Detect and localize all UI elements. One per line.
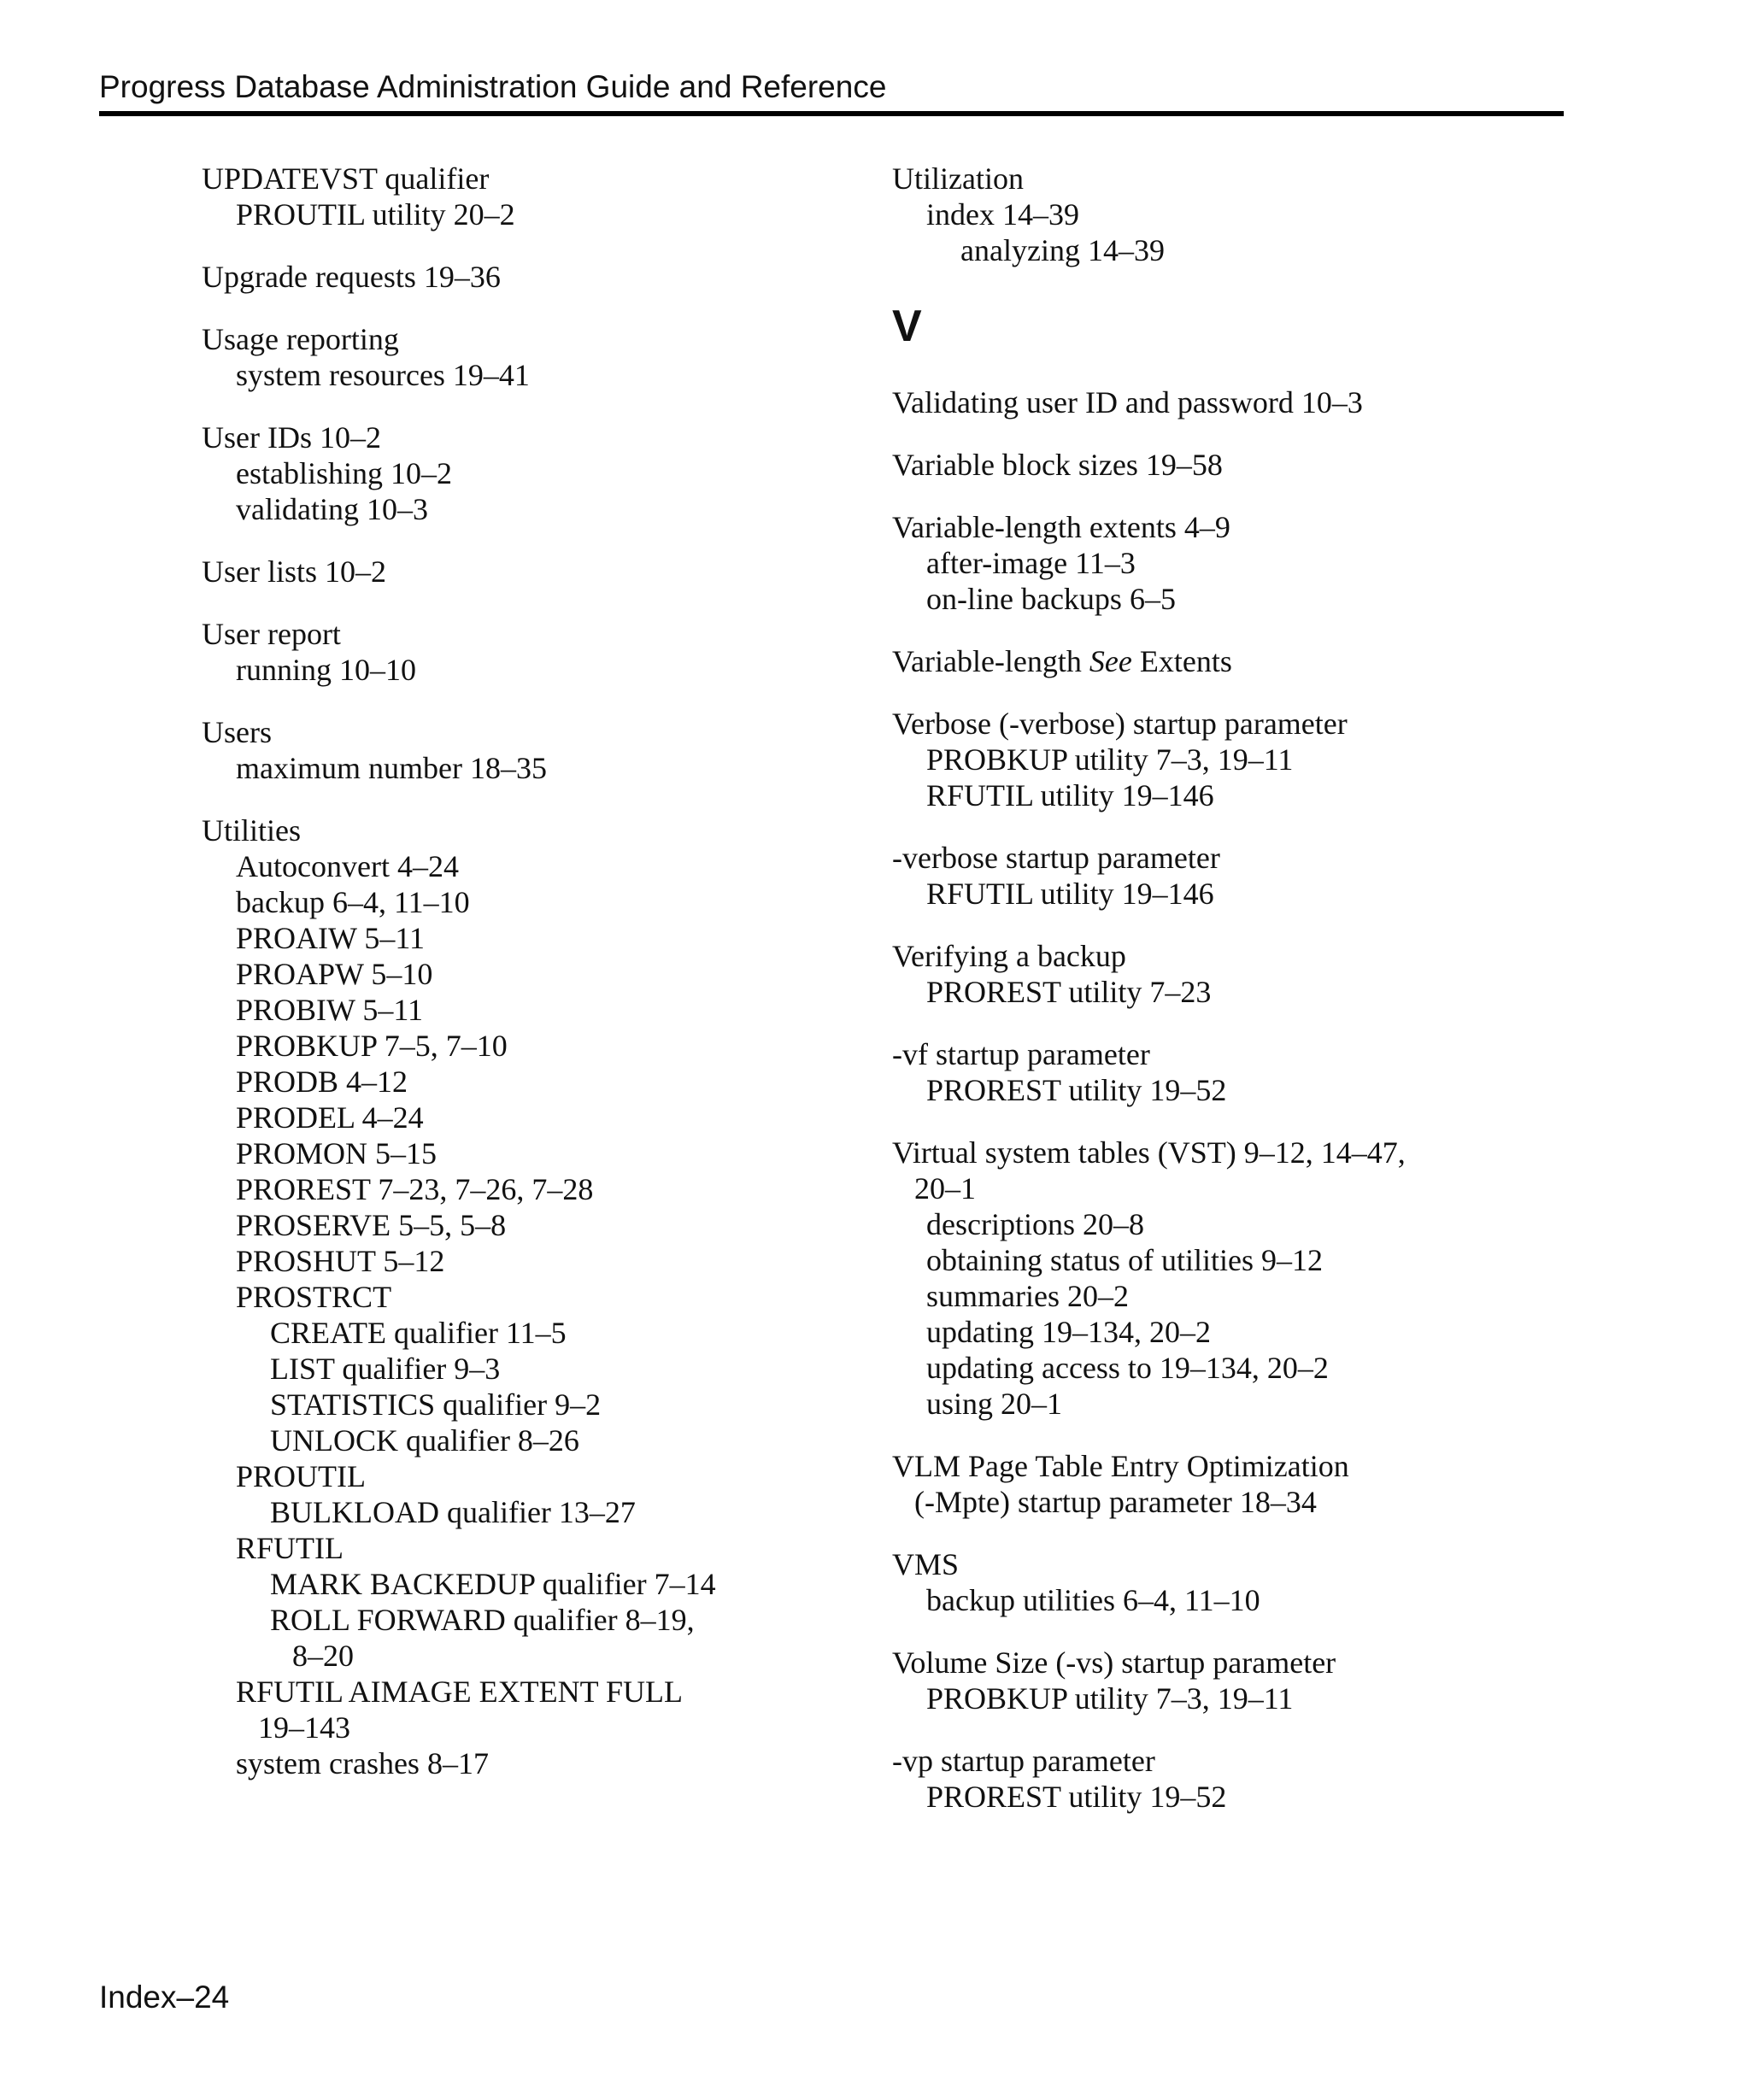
index-line: obtaining status of utilities 9–12 (926, 1243, 1323, 1277)
index-column-left (202, 161, 851, 1808)
index-line: descriptions 20–8 (926, 1207, 1144, 1241)
index-line: MARK BACKEDUP qualifier 7–14 (270, 1567, 716, 1601)
index-entry (892, 840, 1542, 912)
index-line: PROSTRCT (236, 1280, 392, 1314)
index-entry (892, 1546, 1542, 1618)
index-line: backup utilities 6–4, 11–10 (926, 1583, 1260, 1617)
index-line: UPDATEVST qualifier (202, 161, 490, 196)
index-entry (202, 554, 851, 590)
index-line: establishing 10–2 (236, 456, 452, 490)
index-line: maximum number 18–35 (236, 751, 547, 785)
index-entry (202, 259, 851, 295)
index-line: Virtual system tables (VST) 9–12, 14–47, (892, 1135, 1406, 1170)
index-line: Validating user ID and password 10–3 (892, 385, 1363, 419)
index-line: using 20–1 (926, 1387, 1063, 1421)
index-entry (202, 419, 851, 527)
index-entry (892, 1743, 1542, 1815)
index-line: Autoconvert 4–24 (236, 849, 459, 883)
index-entry (202, 161, 851, 232)
index-line: PROMON 5–15 (236, 1136, 438, 1170)
index-line: 8–20 (292, 1639, 354, 1673)
index-line: User lists 10–2 (202, 554, 386, 589)
index-line: VLM Page Table Entry Optimization (892, 1449, 1349, 1483)
index-entry (892, 1645, 1542, 1716)
index-line: CREATE qualifier 11–5 (270, 1316, 567, 1350)
index-line: PRODB 4–12 (236, 1065, 408, 1099)
index-line: updating access to 19–134, 20–2 (926, 1351, 1329, 1385)
index-line: PROBKUP utility 7–3, 19–11 (926, 742, 1294, 777)
index-line: PROUTIL (236, 1459, 366, 1493)
index-line: summaries 20–2 (926, 1279, 1129, 1313)
index-entry (892, 1036, 1542, 1108)
index-line: ROLL FORWARD qualifier 8–19, (270, 1603, 695, 1637)
index-line: analyzing 14–39 (960, 233, 1165, 267)
index-entry (892, 1448, 1542, 1520)
header-rule (99, 111, 1564, 116)
index-entry (892, 938, 1542, 1010)
index-entries-v (892, 384, 1542, 1815)
index-line (892, 643, 1542, 679)
index-line: index 14–39 (926, 197, 1079, 232)
index-line: -vp startup parameter (892, 1744, 1155, 1778)
index-line: BULKLOAD qualifier 13–27 (270, 1495, 636, 1529)
index-line: system crashes 8–17 (236, 1746, 489, 1780)
index-line: Variable block sizes 19–58 (892, 448, 1223, 482)
index-entry (892, 1135, 1542, 1422)
index-entry (892, 509, 1542, 617)
index-line: VMS (892, 1547, 960, 1581)
index-entries-before-v (892, 161, 1542, 268)
index-entry (202, 321, 851, 393)
index-line: PROAIW 5–11 (236, 921, 426, 955)
index-line: backup 6–4, 11–10 (236, 885, 470, 919)
index-line: LIST qualifier 9–3 (270, 1352, 501, 1386)
index-line: User IDs 10–2 (202, 420, 381, 455)
index-line: Utilization (892, 161, 1024, 196)
index-line: PROSERVE 5–5, 5–8 (236, 1208, 507, 1242)
index-line: PRODEL 4–24 (236, 1100, 424, 1135)
index-line: RFUTIL utility 19–146 (926, 778, 1214, 812)
index-entry (892, 643, 1542, 679)
index-line: PROUTIL utility 20–2 (236, 197, 515, 232)
index-line: PROBIW 5–11 (236, 993, 424, 1027)
index-line: Users (202, 715, 272, 749)
index-line: STATISTICS qualifier 9–2 (270, 1387, 602, 1422)
index-entry (202, 616, 851, 688)
index-line: updating 19–134, 20–2 (926, 1315, 1211, 1349)
index-line: on-line backups 6–5 (926, 582, 1176, 616)
index-line: -vf startup parameter (892, 1037, 1150, 1071)
index-line: UNLOCK qualifier 8–26 (270, 1423, 579, 1458)
index-line: Variable-length extents 4–9 (892, 510, 1230, 544)
index-line: validating 10–3 (236, 492, 428, 526)
index-line: PROBKUP 7–5, 7–10 (236, 1029, 508, 1063)
index-line: Verbose (-verbose) startup parameter (892, 707, 1348, 741)
index-line: Utilities (202, 813, 301, 848)
index-line: PROBKUP utility 7–3, 19–11 (926, 1681, 1294, 1716)
index-line: Verifying a backup (892, 939, 1126, 973)
index-line: Usage reporting (202, 322, 399, 356)
see-reference-label: See (1089, 644, 1132, 678)
index-line: 20–1 (914, 1171, 976, 1205)
index-line: after-image 11–3 (926, 546, 1136, 580)
index-line: PROREST utility 7–23 (926, 975, 1212, 1009)
index-line: running 10–10 (236, 653, 416, 687)
index-line: 19–143 (258, 1710, 350, 1745)
index-entry (892, 161, 1542, 268)
see-reference-target: Extents (1139, 644, 1232, 678)
index-term: Variable-length (892, 644, 1082, 678)
index-line: PROSHUT 5–12 (236, 1244, 445, 1278)
index-line: PROREST utility 19–52 (926, 1780, 1227, 1814)
index-line: -verbose startup parameter (892, 841, 1220, 875)
index-line: (-Mpte) startup parameter 18–34 (914, 1485, 1317, 1519)
index-line: RFUTIL AIMAGE EXTENT FULL (236, 1675, 683, 1709)
index-line: PROREST utility 19–52 (926, 1073, 1227, 1107)
page-header-title: Progress Database Administration Guide and Reference (99, 69, 887, 104)
index-line: Volume Size (-vs) startup parameter (892, 1645, 1336, 1680)
index-entry (202, 714, 851, 786)
section-letter-v: V (892, 302, 922, 351)
page-number: Index–24 (99, 1980, 230, 2015)
index-column-right (892, 161, 1542, 1841)
index-entry (202, 812, 851, 1781)
index-entry (892, 706, 1542, 813)
index-line: PROAPW 5–10 (236, 957, 433, 991)
index-line: Upgrade requests 19–36 (202, 260, 501, 294)
index-line: RFUTIL (236, 1531, 344, 1565)
index-line: RFUTIL utility 19–146 (926, 877, 1214, 911)
index-line: system resources 19–41 (236, 358, 530, 392)
index-entry (892, 447, 1542, 483)
index-line: PROREST 7–23, 7–26, 7–28 (236, 1172, 594, 1206)
index-line: User report (202, 617, 341, 651)
index-entry (892, 384, 1542, 420)
